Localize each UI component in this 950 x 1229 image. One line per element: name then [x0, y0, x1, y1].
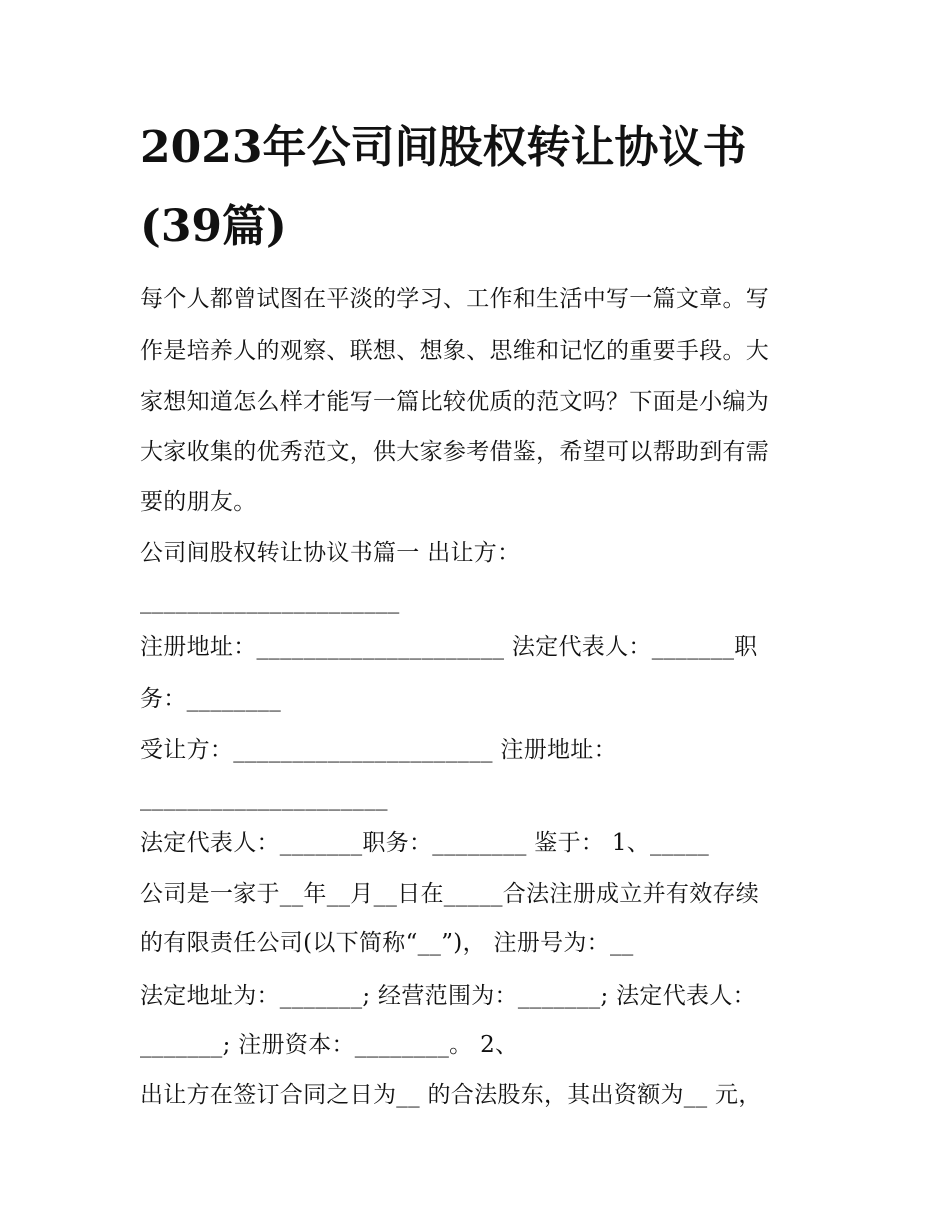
company-abbreviation-line: 的有限责任公司(以下简称“__”)， 注册号为：__: [140, 930, 634, 956]
intro-line-3: 家想知道怎么样才能写一篇比较优质的范文吗？下面是小编为: [140, 389, 770, 415]
section-heading: 公司间股权转让协议书篇一 出让方：: [140, 540, 521, 566]
intro-line-2: 作是培养人的观察、联想、想象、思维和记忆的重要手段。大: [140, 338, 770, 364]
transferor-blank: ______________________: [140, 588, 400, 614]
position-line: 务：________: [140, 686, 281, 712]
address-representative-line: 注册地址：_____________________ 法定代表人：_______职: [140, 634, 758, 660]
intro-line-1: 每个人都曾试图在平淡的学习、工作和生活中写一篇文章。写: [140, 286, 770, 312]
legal-address-line: 法定地址为：_______; 经营范围为：_______; 法定代表人：: [140, 983, 756, 1009]
shareholder-line: 出让方在签订合同之日为__ 的合法股东，其出资额为__ 元，: [140, 1082, 762, 1108]
transferee-address-blank: _____________________: [140, 785, 388, 811]
representative-position-line: 法定代表人：_______职务：________ 鉴于： 1、_____: [140, 830, 710, 856]
document-title-line-1: 2023年公司间股权转让协议书: [140, 122, 747, 173]
intro-line-5: 要的朋友。: [140, 489, 257, 515]
registered-capital-line: _______; 注册资本：________。 2、: [140, 1032, 519, 1058]
document-title-line-2: (39篇): [140, 201, 287, 252]
company-registration-line: 公司是一家于__年__月__日在_____合法注册成立并有效存续: [140, 881, 760, 907]
transferee-line: 受让方：______________________ 注册地址：: [140, 737, 617, 763]
intro-line-4: 大家收集的优秀范文，供大家参考借鉴，希望可以帮助到有需: [140, 439, 770, 465]
